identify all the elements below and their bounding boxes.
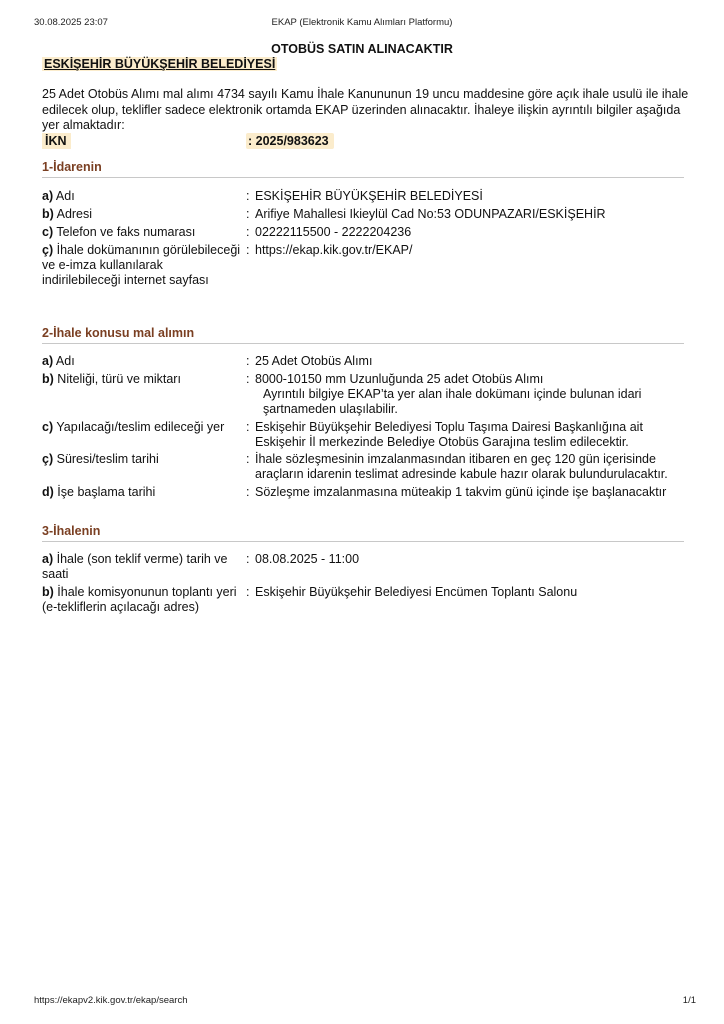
row-value: Arifiye Mahallesi Ikieylül Cad No:53 ODUNPAZARI/ESKİŞEHİR (255, 207, 606, 221)
section-3-heading: 3-İhalenin (42, 524, 684, 542)
row-label: ç) Süresi/teslim tarihi (42, 452, 159, 466)
row-label: c) Telefon ve faks numarası (42, 225, 196, 239)
row-separator: : (246, 485, 250, 499)
document-title: OTOBÜS SATIN ALINACAKTIR (271, 42, 453, 56)
row-value: Sözleşme imzalanmasına müteakip 1 takvim günü içinde işe başlanacaktır (255, 485, 667, 499)
row-separator: : (246, 189, 250, 203)
row-value: Eskişehir Büyükşehir Belediyesi Toplu Taşıma Dairesi Başkanlığına ait Eskişehir İl merkezinde Belediye Otobüs Garajına teslim edilecektir. (255, 420, 643, 449)
row-separator: : (246, 207, 250, 221)
row-label: b) Niteliği, türü ve miktarı (42, 372, 181, 386)
row-label: a) Adı (42, 189, 75, 203)
row-separator: : (246, 354, 250, 368)
section-2-heading: 2-İhale konusu mal alımın (42, 326, 684, 344)
row-label: c) Yapılacağı/teslim edileceği yer (42, 420, 225, 434)
row-separator: : (246, 225, 250, 239)
row-label: d) İşe başlama tarihi (42, 485, 156, 499)
row-value (255, 243, 687, 258)
row-value: 8000-10150 mm Uzunluğunda 25 adet Otobüs Alımı Ayrıntılı bilgiye EKAP’ta yer alan ihale dokümanı içinde bulunan idari şartnameden ulaşılabilir. (255, 372, 642, 416)
ikn-row (42, 133, 682, 149)
print-footer-url: https://ekapv2.kik.gov.tr/ekap/search (34, 995, 188, 1006)
intro-paragraph: 25 Adet Otobüs Alımı mal alımı 4734 sayılı Kamu İhale Kanununun 19 uncu maddesine göre açık ihale usulü ile ihale edilecek olup, teklifler sadece elektronik ortamda EKAP üzerinden alınacaktır. İhaleye ilişkin ayrıntılı bilgiler aşağıda yer almaktadır: (42, 87, 689, 132)
organization-title: ESKİŞEHİR BÜYÜKŞEHİR BELEDİYESİ (44, 57, 276, 71)
print-page-number: 1/1 (682, 995, 696, 1006)
row-value: 08.08.2025 - 11:00 (255, 552, 360, 566)
ikn-label: İKN (42, 133, 71, 149)
row-value: Eskişehir Büyükşehir Belediyesi Encümen Toplantı Salonu (255, 585, 578, 599)
row-separator: : (246, 585, 250, 599)
row-separator: : (246, 552, 250, 566)
row-label: a) Adı (42, 354, 75, 368)
row-value: 02222115500 - 2222204236 (255, 225, 412, 239)
ekap-link[interactable]: https://ekap.kik.gov.tr/EKAP/ (255, 243, 413, 257)
row-separator: : (246, 452, 250, 466)
section-1-heading: 1-İdarenin (42, 160, 684, 178)
row-value: İhale sözleşmesinin imzalanmasından itibaren en geç 120 gün içerisinde araçların idarenin teslimat adresinde kabule hazır olarak bulundurulacaktır. (255, 452, 668, 481)
row-separator: : (246, 243, 250, 257)
print-page-title: EKAP (Elektronik Kamu Alımları Platformu) (271, 17, 453, 28)
row-label: b) Adresi (42, 207, 93, 221)
row-label: ç) İhale dokümanının görülebileceği ve e-imza kullanılarak indirilebileceği internet sayfası (42, 243, 241, 287)
row-value: ESKİŞEHİR BÜYÜKŞEHİR BELEDİYESİ (255, 189, 483, 203)
row-value: 25 Adet Otobüs Alımı (255, 354, 373, 368)
print-datetime: 30.08.2025 23:07 (34, 17, 108, 28)
row-label: a) İhale (son teklif verme) tarih ve saati (42, 552, 228, 581)
ikn-value: : 2025/983623 (246, 133, 334, 149)
row-separator: : (246, 420, 250, 434)
row-label: b) İhale komisyonunun toplantı yeri (e-tekliflerin açılacağı adres) (42, 585, 237, 614)
row-separator: : (246, 372, 250, 386)
